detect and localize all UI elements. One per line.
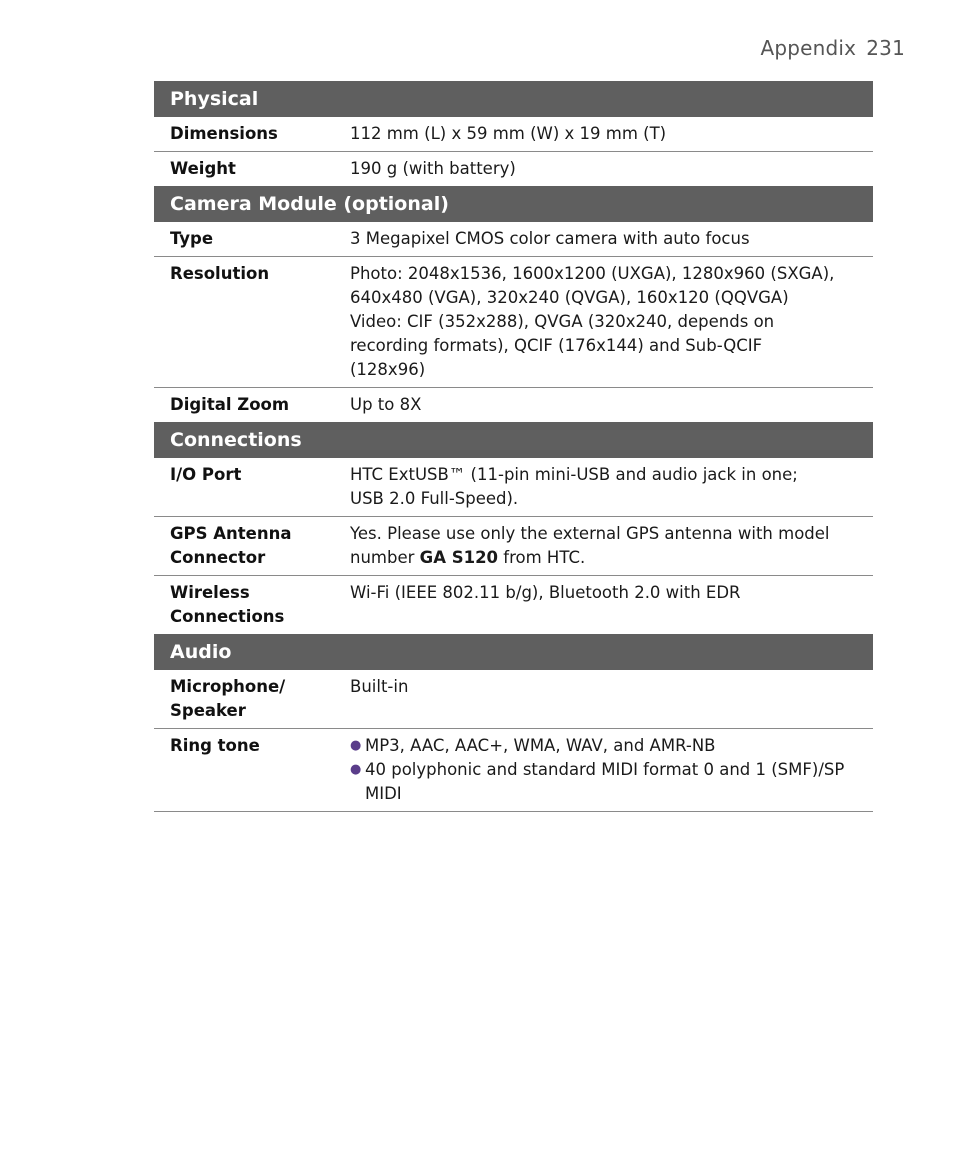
section-header-physical: Physical bbox=[154, 81, 873, 117]
bullet-icon: ● bbox=[350, 738, 362, 753]
spec-value bbox=[350, 262, 873, 382]
spec-value-line: recording formats), QCIF (176x144) and Sub-QCIF bbox=[350, 336, 763, 355]
spec-value: Up to 8X bbox=[350, 395, 422, 414]
spec-label: I/O Port bbox=[170, 465, 242, 484]
spec-label: Ring tone bbox=[170, 736, 260, 755]
bullet-icon: ● bbox=[350, 762, 362, 777]
list-item bbox=[350, 758, 853, 806]
spec-value-line bbox=[350, 546, 853, 570]
spec-value-line: HTC ExtUSB™ (11-pin mini-USB and audio jack in one; bbox=[350, 465, 798, 484]
section-header-camera: Camera Module (optional) bbox=[154, 186, 873, 222]
spec-label-line: Microphone/ bbox=[170, 677, 286, 696]
section-header-connections: Connections bbox=[154, 422, 873, 458]
spec-row-io-port bbox=[154, 458, 873, 517]
spec-value: 112 mm (L) x 59 mm (W) x 19 mm (T) bbox=[350, 124, 667, 143]
spec-value-line: Yes. Please use only the external GPS antenna with model bbox=[350, 524, 830, 543]
spec-label: Resolution bbox=[170, 264, 270, 283]
list-item bbox=[350, 734, 853, 758]
spec-label: Digital Zoom bbox=[170, 395, 290, 414]
spec-value bbox=[350, 522, 873, 570]
spec-label bbox=[154, 581, 350, 629]
spec-row-ring-tone bbox=[154, 729, 873, 812]
list-item-text: 40 polyphonic and standard MIDI format 0 and 1 (SMF)/SP MIDI bbox=[365, 760, 845, 803]
bullet-list bbox=[350, 734, 853, 806]
section-header-audio: Audio bbox=[154, 634, 873, 670]
page-number: 231 bbox=[866, 36, 905, 60]
spec-value-line: Photo: 2048x1536, 1600x1200 (UXGA), 1280x960 (SXGA), bbox=[350, 264, 835, 283]
spec-row-type bbox=[154, 222, 873, 257]
spec-label: Weight bbox=[170, 159, 236, 178]
spec-label: Dimensions bbox=[170, 124, 278, 143]
spec-value bbox=[350, 463, 873, 511]
spec-value: 3 Megapixel CMOS color camera with auto focus bbox=[350, 229, 750, 248]
spec-label-line: Speaker bbox=[170, 701, 246, 720]
spec-row-gps-antenna bbox=[154, 517, 873, 576]
spec-row-microphone bbox=[154, 670, 873, 729]
spec-label bbox=[154, 522, 350, 570]
spec-label-line: GPS Antenna bbox=[170, 524, 292, 543]
spec-value-text: number bbox=[350, 548, 420, 567]
spec-value: Wi-Fi (IEEE 802.11 b/g), Bluetooth 2.0 with EDR bbox=[350, 583, 741, 602]
header-section: Appendix bbox=[760, 36, 857, 60]
page-header bbox=[760, 36, 905, 60]
spec-value-line: USB 2.0 Full-Speed). bbox=[350, 489, 519, 508]
spec-row-dimensions bbox=[154, 117, 873, 152]
spec-row-resolution bbox=[154, 257, 873, 388]
spec-value: Built-in bbox=[350, 677, 409, 696]
spec-value bbox=[350, 734, 873, 806]
spec-label-line: Connections bbox=[170, 607, 285, 626]
spec-label-line: Connector bbox=[170, 548, 266, 567]
spec-label: Type bbox=[170, 229, 214, 248]
spec-label-line: Wireless bbox=[170, 583, 250, 602]
spec-row-wireless bbox=[154, 576, 873, 634]
list-item-text: MP3, AAC, AAC+, WMA, WAV, and AMR-NB bbox=[365, 736, 716, 755]
spec-value-line: Video: CIF (352x288), QVGA (320x240, depends on bbox=[350, 312, 775, 331]
spec-row-weight bbox=[154, 152, 873, 186]
model-number: GA S120 bbox=[419, 548, 499, 567]
spec-table bbox=[154, 81, 873, 812]
spec-value-line: (128x96) bbox=[350, 360, 426, 379]
spec-value: 190 g (with battery) bbox=[350, 159, 516, 178]
spec-row-digital-zoom bbox=[154, 388, 873, 422]
spec-label bbox=[154, 675, 350, 723]
spec-value-line: 640x480 (VGA), 320x240 (QVGA), 160x120 (QQVGA) bbox=[350, 288, 789, 307]
spec-value-text: from HTC. bbox=[498, 548, 586, 567]
